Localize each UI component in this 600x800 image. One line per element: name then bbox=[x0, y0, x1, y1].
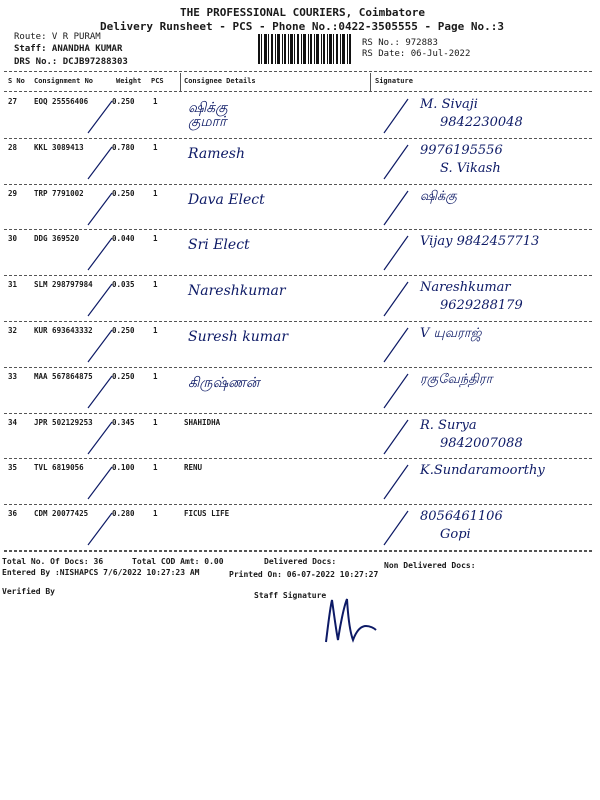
table-row bbox=[0, 93, 600, 141]
col-header-pcs: PCS bbox=[151, 77, 164, 85]
row-consignment-no: MAA 567864875 bbox=[34, 371, 93, 381]
pen-stroke bbox=[384, 145, 408, 179]
staff-label: Staff: ANANDHA KUMAR bbox=[14, 44, 123, 54]
row-consignee-handwritten: Dava Elect bbox=[188, 191, 265, 208]
drs-number: DRS No.: DCJB97288303 bbox=[14, 57, 128, 67]
pen-stroke bbox=[88, 101, 112, 133]
row-pcs: 1 bbox=[153, 97, 158, 106]
col-header-weight: Weight bbox=[116, 77, 142, 85]
row-consignment-no: KKL 3089413 bbox=[34, 142, 84, 152]
row-signature-handwritten: K.Sundaramoorthy bbox=[420, 463, 545, 479]
barcode bbox=[258, 34, 353, 64]
runsheet-title: Delivery Runsheet - PCS - Phone No.:0422-3505555 - Page No.:3 bbox=[100, 20, 504, 33]
pen-stroke bbox=[384, 511, 408, 545]
row-tick-marks bbox=[0, 139, 600, 187]
pen-stroke bbox=[384, 236, 408, 270]
row-weight: 0.250 bbox=[112, 371, 135, 381]
row-weight: 0.780 bbox=[112, 142, 135, 152]
row-consignee-handwritten: Nareshkumar bbox=[188, 283, 286, 300]
row-signature-handwritten: 8056461106 bbox=[420, 509, 503, 525]
row-signature-handwritten: ரகுவேந்திரா bbox=[420, 371, 493, 387]
entered-by: Entered By :NISHAPCS 7/6/2022 10:27:23 AM bbox=[2, 568, 200, 577]
row-weight: 0.250 bbox=[112, 326, 135, 335]
row-consignment-no: EOQ 25556406 bbox=[34, 97, 89, 106]
printed-on: Printed On: 06-07-2022 10:27:27 bbox=[229, 570, 379, 579]
row-pcs: 1 bbox=[153, 326, 158, 335]
row-tick-marks bbox=[0, 414, 600, 462]
row-serial: 30 bbox=[8, 234, 18, 244]
row-weight: 0.250 bbox=[112, 188, 135, 198]
row-serial: 35 bbox=[8, 463, 18, 473]
row-signature-handwritten: M. Sivaji bbox=[420, 97, 478, 112]
pen-stroke bbox=[88, 193, 112, 225]
pen-stroke bbox=[88, 238, 112, 270]
table-row bbox=[0, 139, 600, 187]
delivered-docs: Delivered Docs: bbox=[264, 557, 337, 566]
row-consignment-no: TRP 7791002 bbox=[34, 188, 84, 198]
row-serial: 29 bbox=[8, 188, 18, 198]
column-divider bbox=[180, 73, 181, 91]
row-consignment-no: CDM 20077425 bbox=[34, 509, 89, 519]
column-divider bbox=[370, 73, 371, 91]
staff-signature-label: Staff Signature bbox=[254, 591, 327, 600]
row-weight: 0.035 bbox=[112, 280, 135, 290]
row-consignment-no: TVL 6819056 bbox=[34, 463, 84, 473]
row-serial: 32 bbox=[8, 326, 18, 335]
col-header-signature: Signature bbox=[375, 77, 413, 85]
row-tick-marks bbox=[0, 230, 600, 278]
verified-by: Verified By bbox=[2, 587, 55, 596]
row-tick-marks bbox=[0, 276, 600, 324]
row-signature-handwritten: Nareshkumar bbox=[420, 280, 511, 296]
total-cod: Total COD Amt: 0.00 bbox=[132, 557, 224, 566]
table-row bbox=[0, 459, 600, 507]
row-consignee-handwritten: கிருஷ்ணன் bbox=[188, 374, 260, 391]
row-signature-handwritten: R. Surya bbox=[420, 417, 477, 433]
pen-stroke bbox=[88, 422, 112, 454]
route-label: Route: V R PURAM bbox=[14, 32, 101, 42]
table-row bbox=[0, 230, 600, 278]
row-consignee-printed: RENU bbox=[184, 463, 203, 473]
table-header-rule bbox=[4, 91, 592, 92]
non-delivered-docs: Non Delivered Docs: bbox=[384, 561, 476, 570]
row-consignment-no: DDG 369520 bbox=[34, 234, 80, 244]
pen-stroke bbox=[88, 147, 112, 179]
row-serial: 28 bbox=[8, 142, 18, 152]
row-pcs: 1 bbox=[153, 463, 158, 473]
row-pcs: 1 bbox=[153, 234, 158, 244]
row-signature-handwritten: 9976195556 bbox=[420, 142, 503, 158]
row-weight: 0.280 bbox=[112, 509, 135, 519]
pen-stroke bbox=[384, 420, 408, 454]
row-consignee-handwritten: Ramesh bbox=[188, 145, 245, 162]
pen-stroke bbox=[384, 328, 408, 362]
row-pcs: 1 bbox=[153, 371, 158, 381]
col-header-sno: S No bbox=[8, 77, 25, 85]
row-pcs: 1 bbox=[153, 142, 158, 152]
table-bottom-rule bbox=[4, 551, 592, 552]
row-pcs: 1 bbox=[153, 509, 158, 519]
row-signature-extra: 9842230048 bbox=[440, 115, 523, 130]
total-docs: Total No. Of Docs: 36 bbox=[2, 557, 104, 566]
row-consignee-handwritten: Sri Elect bbox=[188, 237, 250, 254]
row-signature-extra: 9629288179 bbox=[440, 298, 523, 314]
row-weight: 0.345 bbox=[112, 417, 135, 427]
rs-date: RS Date: 06-Jul-2022 bbox=[362, 49, 471, 59]
row-serial: 31 bbox=[8, 280, 18, 290]
table-row bbox=[0, 368, 600, 416]
row-tick-marks bbox=[0, 93, 600, 141]
row-weight: 0.100 bbox=[112, 463, 135, 473]
staff-signature-scribble bbox=[320, 596, 380, 646]
company-name: THE PROFESSIONAL COURIERS, Coimbatore bbox=[180, 6, 426, 19]
row-tick-marks bbox=[0, 322, 600, 370]
table-row bbox=[0, 185, 600, 233]
row-weight: 0.040 bbox=[112, 234, 135, 244]
pen-stroke bbox=[384, 465, 408, 499]
row-signature-handwritten: V யுவராஜ் bbox=[420, 326, 482, 341]
row-consignment-no: JPR 502129253 bbox=[34, 417, 93, 427]
rs-number: RS No.: 972883 bbox=[362, 38, 438, 48]
pen-stroke bbox=[88, 467, 112, 499]
table-top-rule bbox=[4, 71, 592, 72]
row-consignee-handwritten: Suresh kumar bbox=[188, 329, 289, 345]
row-signature-extra: S. Vikash bbox=[440, 160, 501, 176]
pen-stroke bbox=[88, 284, 112, 316]
row-tick-marks bbox=[0, 185, 600, 233]
row-signature-extra: Gopi bbox=[440, 527, 471, 543]
row-serial: 33 bbox=[8, 371, 18, 381]
pen-stroke bbox=[88, 513, 112, 545]
table-row bbox=[0, 414, 600, 462]
pen-stroke bbox=[384, 191, 408, 225]
row-pcs: 1 bbox=[153, 188, 158, 198]
pen-stroke bbox=[88, 330, 112, 362]
row-tick-marks bbox=[0, 459, 600, 507]
row-pcs: 1 bbox=[153, 280, 158, 290]
row-consignee-handwritten: ஷிக்கு குமார் bbox=[188, 100, 228, 130]
table-row bbox=[0, 276, 600, 324]
row-consignee-printed: SHAHIDHA bbox=[184, 417, 221, 427]
row-tick-marks bbox=[0, 505, 600, 553]
table-row bbox=[0, 322, 600, 370]
row-consignment-no: KUR 693643332 bbox=[34, 326, 93, 335]
row-serial: 27 bbox=[8, 97, 18, 106]
row-serial: 34 bbox=[8, 417, 18, 427]
row-pcs: 1 bbox=[153, 417, 158, 427]
pen-stroke bbox=[384, 374, 408, 408]
table-row bbox=[0, 505, 600, 553]
pen-stroke bbox=[384, 99, 408, 133]
row-weight: 0.250 bbox=[112, 97, 135, 106]
row-signature-extra: 9842007088 bbox=[440, 435, 523, 451]
pen-stroke bbox=[384, 282, 408, 316]
row-serial: 36 bbox=[8, 509, 18, 519]
row-tick-marks bbox=[0, 368, 600, 416]
row-signature-handwritten: Vijay 9842457713 bbox=[420, 234, 540, 250]
row-consignee-printed: FICUS LIFE bbox=[184, 509, 230, 519]
col-header-consignment: Consignment No bbox=[34, 77, 94, 85]
pen-stroke bbox=[88, 376, 112, 408]
row-consignment-no: SLM 298797984 bbox=[34, 280, 93, 290]
row-signature-handwritten: ஷிக்கு bbox=[420, 188, 457, 204]
col-header-consignee: Consignee Details bbox=[184, 77, 256, 85]
